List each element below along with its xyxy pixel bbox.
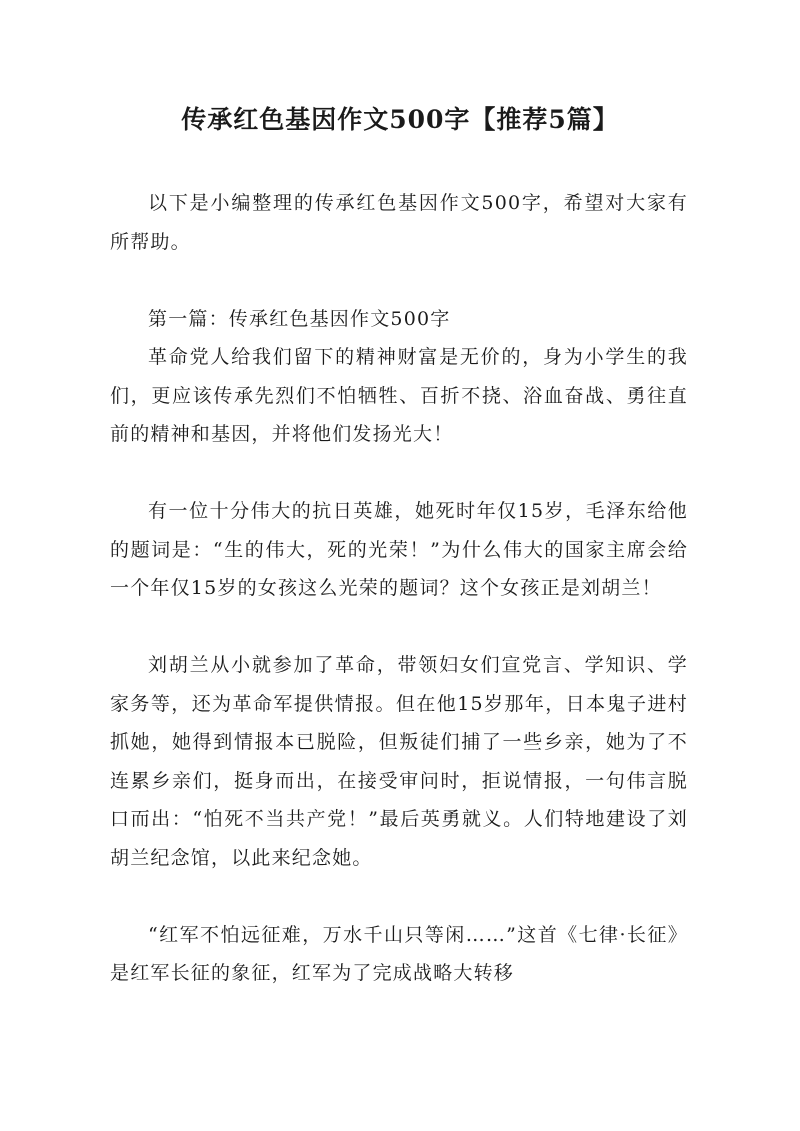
paragraph-spacer [110, 877, 688, 916]
body-paragraph-1: 革命党人给我们留下的精神财富是无价的，身为小学生的我们，更应该传承先烈们不怕牺牲、百折不挠、浴血奋战、勇往直前的精神和基因，并将他们发扬光大！ [110, 346, 688, 445]
body-paragraph-3: 刘胡兰从小就参加了革命，带领妇女们宣党言、学知识、学家务等，还为革命军提供情报。但在他15岁那年，日本鬼子进村抓她，她得到情报本已脱险，但叛徒们捕了一些乡亲，她为了不连累乡亲们，挺身而出，在接受审问时，拒说情报，一句伟言脱口而出：“怕死不当共产党！”最后英勇就义。人们特地建设了刘胡兰纪念馆，以此来纪念她。 [110, 654, 688, 869]
document-title: 传承红色基因作文500字【推荐5篇】 [181, 105, 619, 134]
section-heading: 第一篇：传承红色基因作文500字 [148, 307, 451, 330]
paragraph-spacer [110, 608, 688, 647]
document-body [110, 184, 688, 993]
body-paragraph-2: 有一位十分伟大的抗日英雄，她死时年仅15岁，毛泽东给他的题词是：“生的伟大，死的光荣！”为什么伟大的国家主席会给一个年仅15岁的女孩这么光荣的题词？这个女孩正是刘胡兰！ [110, 500, 688, 599]
paragraph-spacer [110, 261, 688, 300]
intro-paragraph: 以下是小编整理的传承红色基因作文500字，希望对大家有所帮助。 [110, 192, 688, 253]
body-paragraph-4: “红军不怕远征难，万水千山只等闲……”这首《七律·长征》是红军长征的象征，红军为了完成战略大转移 [110, 923, 688, 984]
paragraph-spacer [110, 454, 688, 493]
